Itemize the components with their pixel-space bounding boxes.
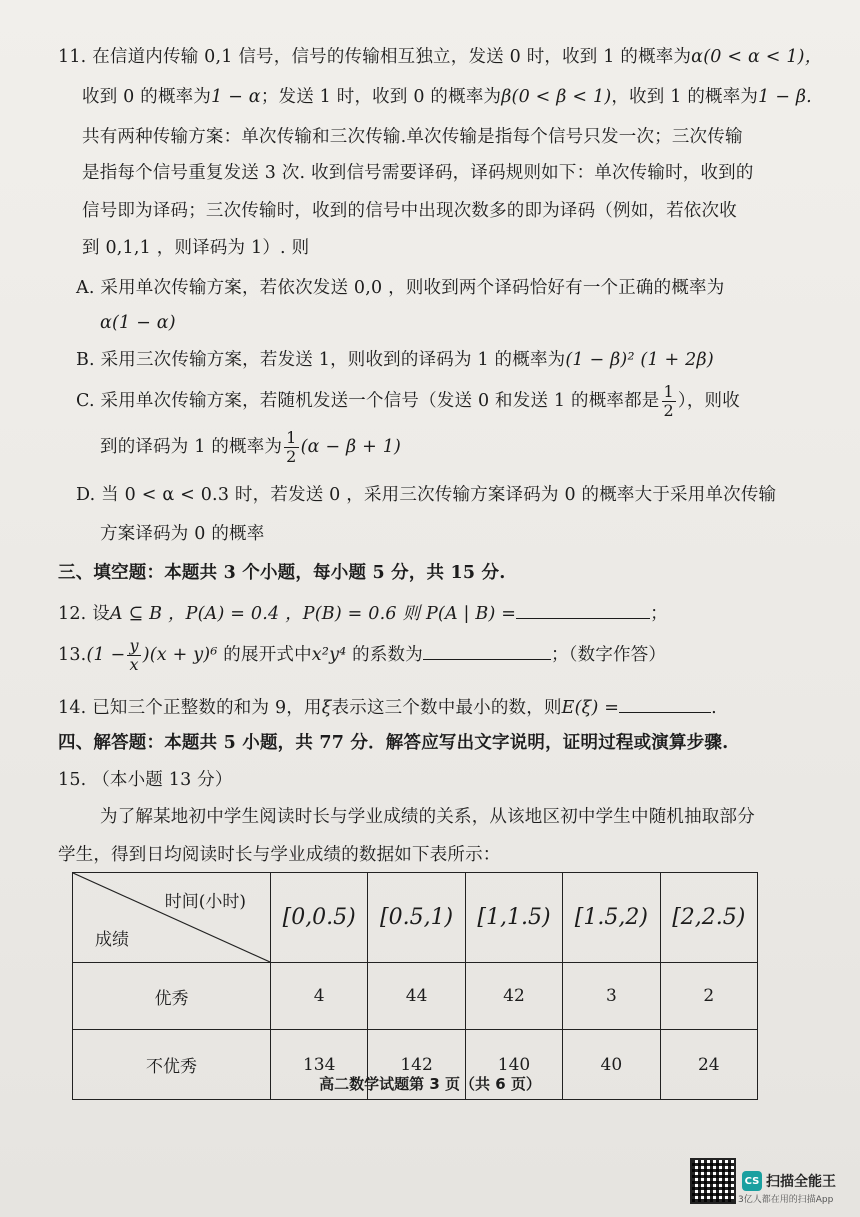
q12 xyxy=(58,600,668,625)
q14-text: . xyxy=(711,698,717,718)
q11-text: 到的译码为 1 的概率为 xyxy=(100,437,283,457)
q12-text: 12. 设 xyxy=(58,604,110,624)
column-header: [0,0.5) xyxy=(271,873,368,963)
q13-text: 的展开式中 xyxy=(223,645,312,665)
scanner-slogan: 3亿人都在用的扫描App xyxy=(738,1195,834,1205)
q12-text: ； xyxy=(650,604,668,624)
row-label: 优秀 xyxy=(73,963,271,1030)
row-label: 不优秀 xyxy=(73,1030,271,1100)
header-score-label: 成绩 xyxy=(95,930,129,950)
page-footer: 高二数学试题第 3 页（共 6 页） xyxy=(319,1075,541,1093)
q11-math: 1 − β. xyxy=(758,87,812,107)
reading-time-table xyxy=(72,872,758,1100)
q11-text: ），则收 xyxy=(677,391,740,411)
q13-text: 13. xyxy=(58,645,87,665)
q12-math: A ⊆ B ，P(A) = 0.4 ，P(B) = 0.6 则 P(A | B) = xyxy=(109,604,517,624)
fraction xyxy=(127,637,140,674)
scanner-app-name: 扫描全能王 xyxy=(766,1174,836,1190)
fraction-numerator: 1 xyxy=(663,382,674,401)
table-cell: 140 xyxy=(465,1030,562,1100)
q15-text: 学生，得到日均阅读时长与学业成绩的数据如下表所示： xyxy=(58,845,501,865)
table-cell: 40 xyxy=(563,1030,660,1100)
fraction xyxy=(662,383,676,420)
table-row xyxy=(73,963,758,1030)
column-header: [1,1.5) xyxy=(465,873,562,963)
fraction-numerator: 1 xyxy=(286,428,297,447)
q11-text: ；发送 1 时，收到 0 的概率为 xyxy=(260,87,502,107)
answer-blank xyxy=(516,600,650,619)
q11-line6: 到 0,1,1 ，则译码为 1）. 则 xyxy=(82,238,310,258)
q11-line5: 信号即为译码；三次传输时，收到的信号中出现次数多的即为译码（例如，若依次收 xyxy=(82,201,737,221)
column-header: [0.5,1) xyxy=(368,873,465,963)
table-cell: 142 xyxy=(368,1030,465,1100)
table-cell: 3 xyxy=(563,963,660,1030)
q11-line4: 是指每个信号重复发送 3 次. 收到信号需要译码，译码规则如下：单次传输时，收到的 xyxy=(82,163,754,183)
q11-text: C. 采用单次传输方案，若随机发送一个信号（发送 0 和发送 1 的概率都是 xyxy=(76,391,660,411)
q13-math: )(x + y)⁶ xyxy=(142,645,218,665)
q11-text: ，收到 1 的概率为 xyxy=(611,87,759,107)
q13-text: 的系数为 xyxy=(352,645,423,665)
fraction xyxy=(284,429,298,466)
q14-text: 表示这三个数中最小的数，则 xyxy=(331,698,562,718)
q11-option-c-line2 xyxy=(100,428,401,466)
q11-text: B. 采用三次传输方案，若发送 1，则收到的译码为 1 的概率为 xyxy=(76,350,566,370)
qr-code-icon xyxy=(690,1158,736,1204)
q11-option-d: D. 当 0 < α < 0.3 时，若发送 0 ，采用三次传输方案译码为 0 的概率大于采用单次传输 xyxy=(76,485,777,505)
q14 xyxy=(58,694,717,719)
q13 xyxy=(58,636,666,674)
table-header-row xyxy=(73,873,758,963)
section-heading-solutions: 四、解答题：本题共 5 小题，共 77 分．解答应写出文字说明，证明过程或演算步骤. xyxy=(58,733,729,753)
q11-option-a-math: α(1 − α) xyxy=(100,313,176,333)
q11-math: β(0 < β < 1) xyxy=(501,87,612,107)
q15-text: 为了解某地初中学生阅读时长与学业成绩的关系，从该地区初中学生中随机抽取部分 xyxy=(100,807,755,827)
q11-text: 11. 在信道内传输 0,1 信号，信号的传输相互独立，发送 0 时，收到 1 的概率为 xyxy=(58,47,692,67)
q14-math: E(ξ) = xyxy=(561,698,620,718)
column-header: [1.5,2) xyxy=(563,873,660,963)
table-cell: 42 xyxy=(465,963,562,1030)
q13-math: x²y⁴ xyxy=(311,645,347,665)
q11-line2 xyxy=(82,86,812,108)
q11-math: α(0 < α < 1)， xyxy=(691,47,823,67)
header-time-label: 时间(小时) xyxy=(164,892,246,912)
answer-blank xyxy=(423,641,551,660)
q11-math: 1 − α xyxy=(211,87,261,107)
column-header: [2,2.5) xyxy=(660,873,757,963)
fraction-numerator: y xyxy=(129,636,139,655)
q13-math: (1 − xyxy=(86,645,126,665)
table-cell: 134 xyxy=(271,1030,368,1100)
q11-option-a: A. 采用单次传输方案，若依次发送 0,0 ，则收到两个译码恰好有一个正确的概率为 xyxy=(76,278,725,298)
q14-math: ξ xyxy=(321,698,332,718)
diagonal-header-cell xyxy=(73,873,271,963)
q11-text: 收到 0 的概率为 xyxy=(82,87,212,107)
fraction-denominator: 2 xyxy=(663,401,674,420)
q11-math: (1 − β)² (1 + 2β) xyxy=(565,350,714,370)
camscanner-logo-icon: CS xyxy=(742,1171,762,1191)
table-cell: 24 xyxy=(660,1030,757,1100)
q11-math: (α − β + 1) xyxy=(300,437,402,457)
table-cell: 2 xyxy=(660,963,757,1030)
q11-line3: 共有两种传输方案：单次传输和三次传输.单次传输是指每个信号只发一次；三次传输 xyxy=(82,127,743,147)
section-heading-fill-in: 三、填空题：本题共 3 个小题，每小题 5 分，共 15 分. xyxy=(58,563,506,583)
table-cell: 44 xyxy=(368,963,465,1030)
q11-option-d-line2: 方案译码为 0 的概率 xyxy=(100,524,265,544)
answer-blank xyxy=(619,694,711,713)
fraction-denominator: x xyxy=(129,655,139,674)
q11-line1 xyxy=(58,46,822,68)
q14-text: 14. 已知三个正整数的和为 9，用 xyxy=(58,698,322,718)
q11-option-c xyxy=(76,382,740,420)
q15-heading: 15. （本小题 13 分） xyxy=(58,770,233,790)
q13-text: ；（数字作答） xyxy=(550,645,667,665)
q11-option-b xyxy=(76,349,714,371)
fraction-denominator: 2 xyxy=(286,447,297,466)
table-cell: 4 xyxy=(271,963,368,1030)
